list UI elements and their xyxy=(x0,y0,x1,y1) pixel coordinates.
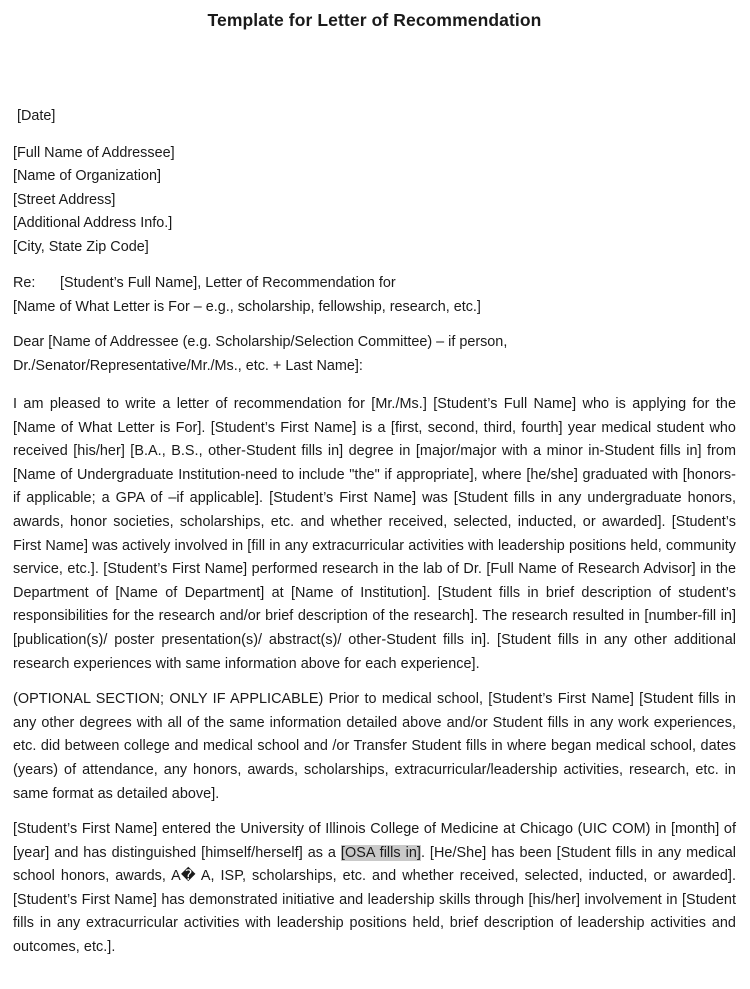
date-line: [Date] xyxy=(17,108,56,124)
salutation-line-1: Dear [Name of Addressee (e.g. Scholarship/Selection Committee) – if person, xyxy=(13,334,508,350)
salutation-line-2: Dr./Senator/Representative/Mr./Ms., etc. + Last Name]: xyxy=(13,357,363,374)
paragraph-intro: I am pleased to write a letter of recommendation for [Mr./Ms.] [Student’s Full Name] who is applying for the [Name of What Letter is For]. [Student’s First Name] is a [first, second, third, fourth] year medical student who received [his/her] [B.A., B.S., other-Student fills in] degree in [major/major with a minor in-Student fills in] from [Name of Undergraduate Institution-need to include "the" if appropriate], where [he/she] graduated with [honors-if applicable; a GPA of –if applicable]. [Student’s First Name] was [Student fills in any undergraduate honors, awards, honor societies, scholarships, etc. and whether received, selected, inducted, or awarded]. [Student’s First Name] was actively involved in [fill in any extracurricular activities with leadership positions held, community service, etc.]. [Student’s First Name] performed research in the lab of Dr. [Full Name of Research Advisor] in the Department of [Name of Department] at [Name of Institution]. [Student fills in brief description of student’s responsibilities for the research and/or brief description of the research]. The research resulted in [number-fill in] [publication(s)/ poster presentation(s)/ abstract(s)/ other-Student fills in]. [Student fills in any other additional research experiences with same information above for each experience]. xyxy=(13,396,736,672)
highlighted-placeholder: [OSA fills in] xyxy=(340,844,421,861)
paragraph-uic xyxy=(13,818,736,960)
additional-address: [Additional Address Info.] xyxy=(13,215,173,231)
re-block xyxy=(13,272,736,319)
organization-name: [Name of Organization] xyxy=(13,168,161,184)
page-title: Template for Letter of Recommendation xyxy=(207,10,542,30)
paragraph-uic-start: [Student’s First Name] entered the University of Illinois College of Medicine at Chicago (UIC COM) in [month] of [year] and has distinguished [himself/herself] as a xyxy=(13,821,736,861)
paragraph-uic-end: . [He/She] has been [Student fills in any medical school honors, awards, A� A, ISP, scholarships, etc. and whether received, selected, inducted, or awarded]. [Student’s First Name] has demonstrated initiative and leadership skills through [his/her] involvement in [Student fills in any extracurricular activities with leadership positions held, brief description of leadership activities and outcomes, etc.]. xyxy=(13,844,737,956)
paragraph-optional: (OPTIONAL SECTION; ONLY IF APPLICABLE) Prior to medical school, [Student’s First Name] [Student fills in any other degrees with all of the same information detailed above and/or Student fills in any work experiences, etc. did between college and medical school and /or Transfer Student fills in where began medical school, dates (years) of attendance, any honors, awards, scholarships, extracurricular/leadership activities, research, etc. in same format as detailed above]. xyxy=(13,691,736,802)
addressee-name: [Full Name of Addressee] xyxy=(13,144,175,161)
city-state-zip: [City, State Zip Code] xyxy=(13,238,149,255)
re-subject: [Student’s Full Name], Letter of Recommendation for xyxy=(60,275,396,291)
re-label: Re: xyxy=(13,275,36,291)
street-address: [Street Address] xyxy=(13,191,116,208)
salutation-block xyxy=(13,331,736,378)
re-line-2: [Name of What Letter is For – e.g., scholarship, fellowship, research, etc.] xyxy=(13,298,481,315)
re-line-1 xyxy=(13,272,736,296)
address-block xyxy=(13,142,736,260)
